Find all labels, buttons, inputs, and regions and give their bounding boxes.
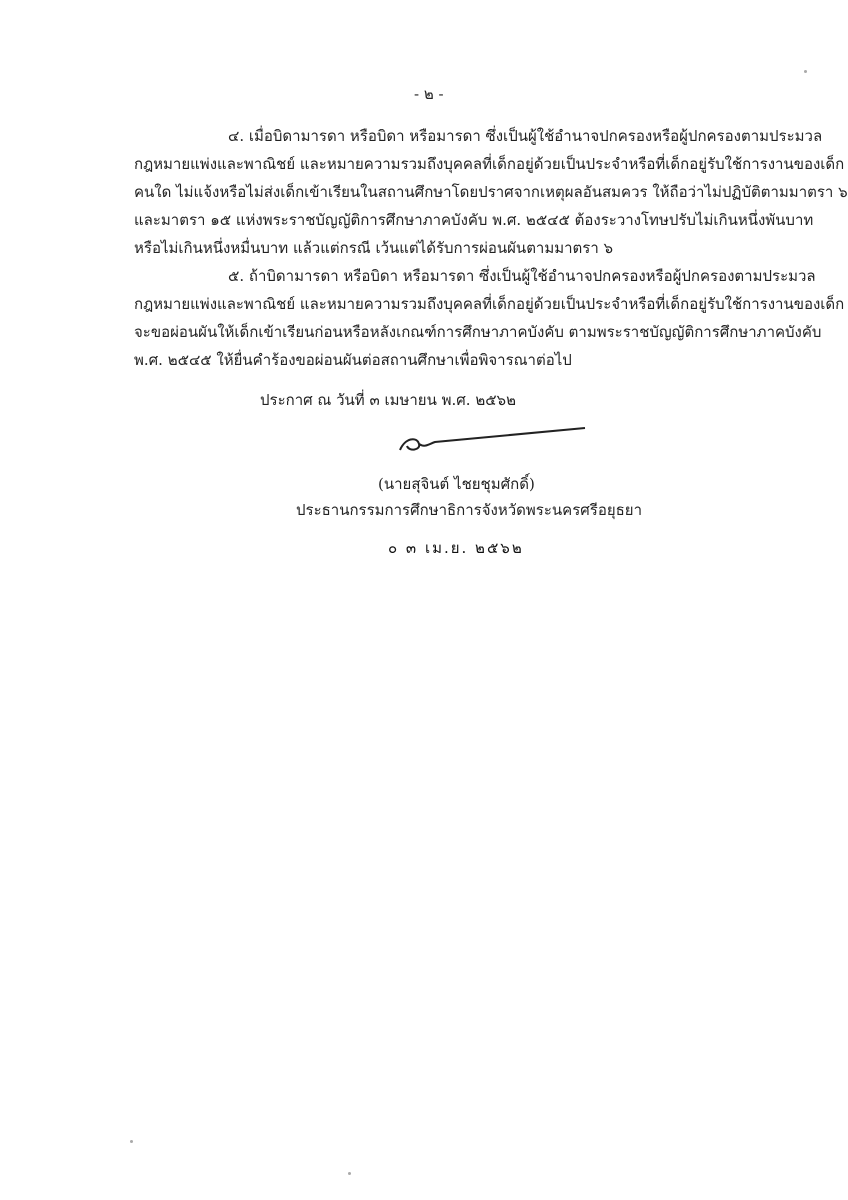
paragraph-4-line-3: คนใด ไม่แจ้งหรือไม่ส่งเด็กเข้าเรียนในสถานศึกษาโดยปราศจากเหตุผลอันสมควร ให้ถือว่าไม่ปฏิบัติตามมาตรา ๖ [134,183,848,201]
paragraph-4-line-2: กฎหมายแพ่งและพาณิชย์ และหมายความรวมถึงบุคคลที่เด็กอยู่ด้วยเป็นประจำหรือที่เด็กอยู่รับใช้การงานของเด็ก [134,155,845,173]
scan-speck [348,1172,351,1175]
paragraph-4-line-5: หรือไม่เกินหนึ่งหมื่นบาท แล้วแต่กรณี เว้นแต่ได้รับการผ่อนผันตามมาตรา ๖ [134,239,614,257]
scan-speck [130,1140,133,1143]
signer-name: (นายสุจินต์ ไชยชุมศักดิ์) [378,475,535,493]
scan-speck [804,70,807,73]
signer-title: ประธานกรรมการศึกษาธิการจังหวัดพระนครศรีอยุธยา [296,501,642,519]
paragraph-5-line-2: กฎหมายแพ่งและพาณิชย์ และหมายความรวมถึงบุคคลที่เด็กอยู่ด้วยเป็นประจำหรือที่เด็กอยู่รับใช้การงานของเด็ก [134,295,845,313]
announce-date: ประกาศ ณ วันที่ ๓ เมษายน พ.ศ. ๒๕๖๒ [260,391,516,409]
paragraph-5-line-1: ๕. ถ้าบิดามารดา หรือบิดา หรือมารดา ซึ่งเป็นผู้ใช้อำนาจปกครองหรือผู้ปกครองตามประมวล [228,267,816,285]
page-number: - ๒ - [414,85,444,103]
paragraph-5-line-3: จะขอผ่อนผันให้เด็กเข้าเรียนก่อนหรือหลังเกณฑ์การศึกษาภาคบังคับ ตามพระราชบัญญัติการศึกษาภาคบังคับ [134,323,822,341]
date-stamp: ๐ ๓ เม.ย. ๒๕๖๒ [388,539,524,557]
handwritten-signature [395,420,595,460]
paragraph-5-line-4: พ.ศ. ๒๕๔๕ ให้ยื่นคำร้องขอผ่อนผันต่อสถานศึกษาเพื่อพิจารณาต่อไป [134,351,572,369]
paragraph-4-line-1: ๔. เมื่อบิดามารดา หรือบิดา หรือมารดา ซึ่งเป็นผู้ใช้อำนาจปกครองหรือผู้ปกครองตามประมวล [228,127,823,145]
paragraph-4-line-4: และมาตรา ๑๕ แห่งพระราชบัญญัติการศึกษาภาคบังคับ พ.ศ. ๒๕๔๕ ต้องระวางโทษปรับไม่เกินหนึ่งพันบาท [134,211,814,229]
